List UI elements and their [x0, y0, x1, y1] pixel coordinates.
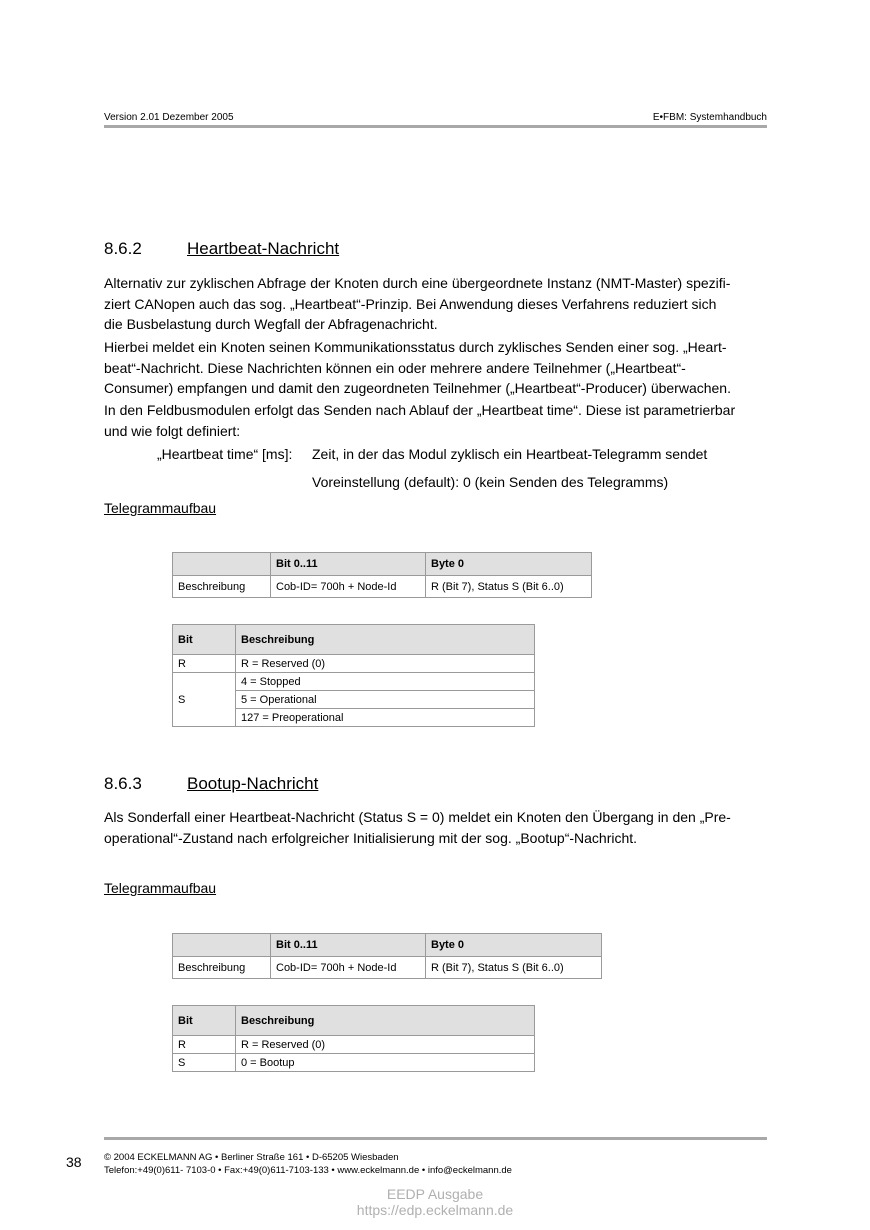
table-cell: 5 = Operational: [236, 691, 535, 709]
header-cell: Bit 0..11: [271, 553, 426, 576]
table-header-row: [173, 934, 602, 957]
text-line: Consumer) empfangen und damit den zugeordneten Teilnehmer („Heartbeat“-Producer) überwachen.: [104, 380, 731, 396]
status-table-heartbeat: [172, 624, 535, 727]
header-rule: [104, 125, 767, 128]
watermark: [0, 1186, 870, 1218]
subheading-telegram: Telegrammaufbau: [104, 880, 217, 896]
table-cell: R (Bit 7), Status S (Bit 6..0): [426, 957, 602, 979]
text-line: Hierbei meldet ein Knoten seinen Kommunikationsstatus durch zyklisches Senden einer sog. „Heart-: [104, 339, 727, 355]
section-title: Heartbeat-Nachricht: [187, 239, 340, 258]
watermark-line: EEDP Ausgabe: [386, 1186, 484, 1202]
header-cell: Bit: [173, 1006, 236, 1036]
table-row: [173, 655, 535, 673]
table-row: [173, 957, 602, 979]
table-row: [173, 1036, 535, 1054]
section-heading-heartbeat: [0, 239, 870, 261]
table-cell: S: [173, 673, 236, 727]
table-cell: Beschreibung: [173, 957, 271, 979]
status-table-bootup: [172, 1005, 535, 1072]
header-cell: [173, 934, 271, 957]
subheading-telegram: Telegrammaufbau: [104, 500, 217, 516]
text-line: operational“-Zustand nach erfolgreicher Initialisierung mit der sog. „Bootup“-Nachricht.: [104, 829, 638, 846]
table-row: [173, 1054, 535, 1072]
text-line: beat“-Nachricht. Diese Nachrichten können ein oder mehrere andere Teilnehmer („Heartbeat“-: [104, 359, 686, 376]
paragraph-heartbeat-time: [104, 400, 768, 441]
header-cell: Beschreibung: [236, 625, 535, 655]
text-line: und wie folgt definiert:: [104, 422, 241, 439]
table-cell: Cob-ID= 700h + Node-Id: [271, 957, 426, 979]
table-row: [173, 673, 535, 691]
section-title: Bootup-Nachricht: [187, 774, 319, 793]
header-cell: Byte 0: [426, 934, 602, 957]
table-header-row: [173, 1006, 535, 1036]
text-line: Alternativ zur zyklischen Abfrage der Knoten durch eine übergeordnete Instanz (NMT-Master) spezifi-: [104, 275, 731, 291]
text-line: die Busbelastung durch Wegfall der Abfragenachricht.: [104, 316, 438, 332]
table-cell: S: [173, 1054, 236, 1072]
watermark-line: https://edp.eckelmann.de: [356, 1202, 514, 1218]
paragraph-bootup: [104, 807, 768, 848]
definition-default: Voreinstellung (default): 0 (kein Senden des Telegramms): [312, 474, 669, 490]
footer-line: © 2004 ECKELMANN AG • Berliner Straße 161 • D-65205 Wiesbaden: [104, 1152, 399, 1163]
table-row: [173, 576, 592, 598]
text-line: Als Sonderfall einer Heartbeat-Nachricht (Status S = 0) meldet ein Knoten den Übergang in den „Pre-: [104, 809, 731, 825]
table-header-row: [173, 625, 535, 655]
table-cell: Cob-ID= 700h + Node-Id: [271, 576, 426, 598]
telegram-table-bootup: [172, 933, 602, 979]
table-header-row: [173, 553, 592, 576]
table-cell: 4 = Stopped: [236, 673, 535, 691]
text-line: In den Feldbusmodulen erfolgt das Senden nach Ablauf der „Heartbeat time“. Diese ist parametrierbar: [104, 402, 736, 418]
footer-address: [104, 1151, 512, 1177]
table-cell: R (Bit 7), Status S (Bit 6..0): [426, 576, 592, 598]
header-cell: Byte 0: [426, 553, 592, 576]
table-cell: Beschreibung: [173, 576, 271, 598]
header-cell: [173, 553, 271, 576]
table-cell: R = Reserved (0): [236, 655, 535, 673]
text-line: ziert CANopen auch das sog. „Heartbeat“-Prinzip. Bei Anwendung dieses Verfahrens reduziert sich: [104, 295, 717, 312]
header-version: Version 2.01 Dezember 2005: [104, 112, 234, 123]
section-number: 8.6.2: [104, 239, 142, 258]
footer-line: Telefon:+49(0)611- 7103-0 • Fax:+49(0)611-7103-133 • www.eckelmann.de • info@eckelmann.de: [104, 1165, 512, 1176]
footer-rule: [104, 1137, 767, 1140]
table-cell: R: [173, 1036, 236, 1054]
telegram-table-heartbeat: [172, 552, 592, 598]
table-cell: R: [173, 655, 236, 673]
paragraph-heartbeat-intro: [104, 273, 768, 335]
section-number: 8.6.3: [104, 774, 142, 793]
table-cell: R = Reserved (0): [236, 1036, 535, 1054]
page-number: 38: [66, 1154, 82, 1170]
table-cell: 127 = Preoperational: [236, 709, 535, 727]
table-cell: 0 = Bootup: [236, 1054, 535, 1072]
definition-term: „Heartbeat time“ [ms]:: [157, 446, 293, 462]
header-cell: Bit 0..11: [271, 934, 426, 957]
header-doc-title: E•FBM: Systemhandbuch: [652, 112, 767, 123]
definition-description: Zeit, in der das Modul zyklisch ein Heartbeat-Telegramm sendet: [312, 446, 708, 462]
paragraph-heartbeat-status: [104, 337, 768, 399]
section-heading-bootup: [0, 774, 870, 796]
header-cell: Beschreibung: [236, 1006, 535, 1036]
header-cell: Bit: [173, 625, 236, 655]
